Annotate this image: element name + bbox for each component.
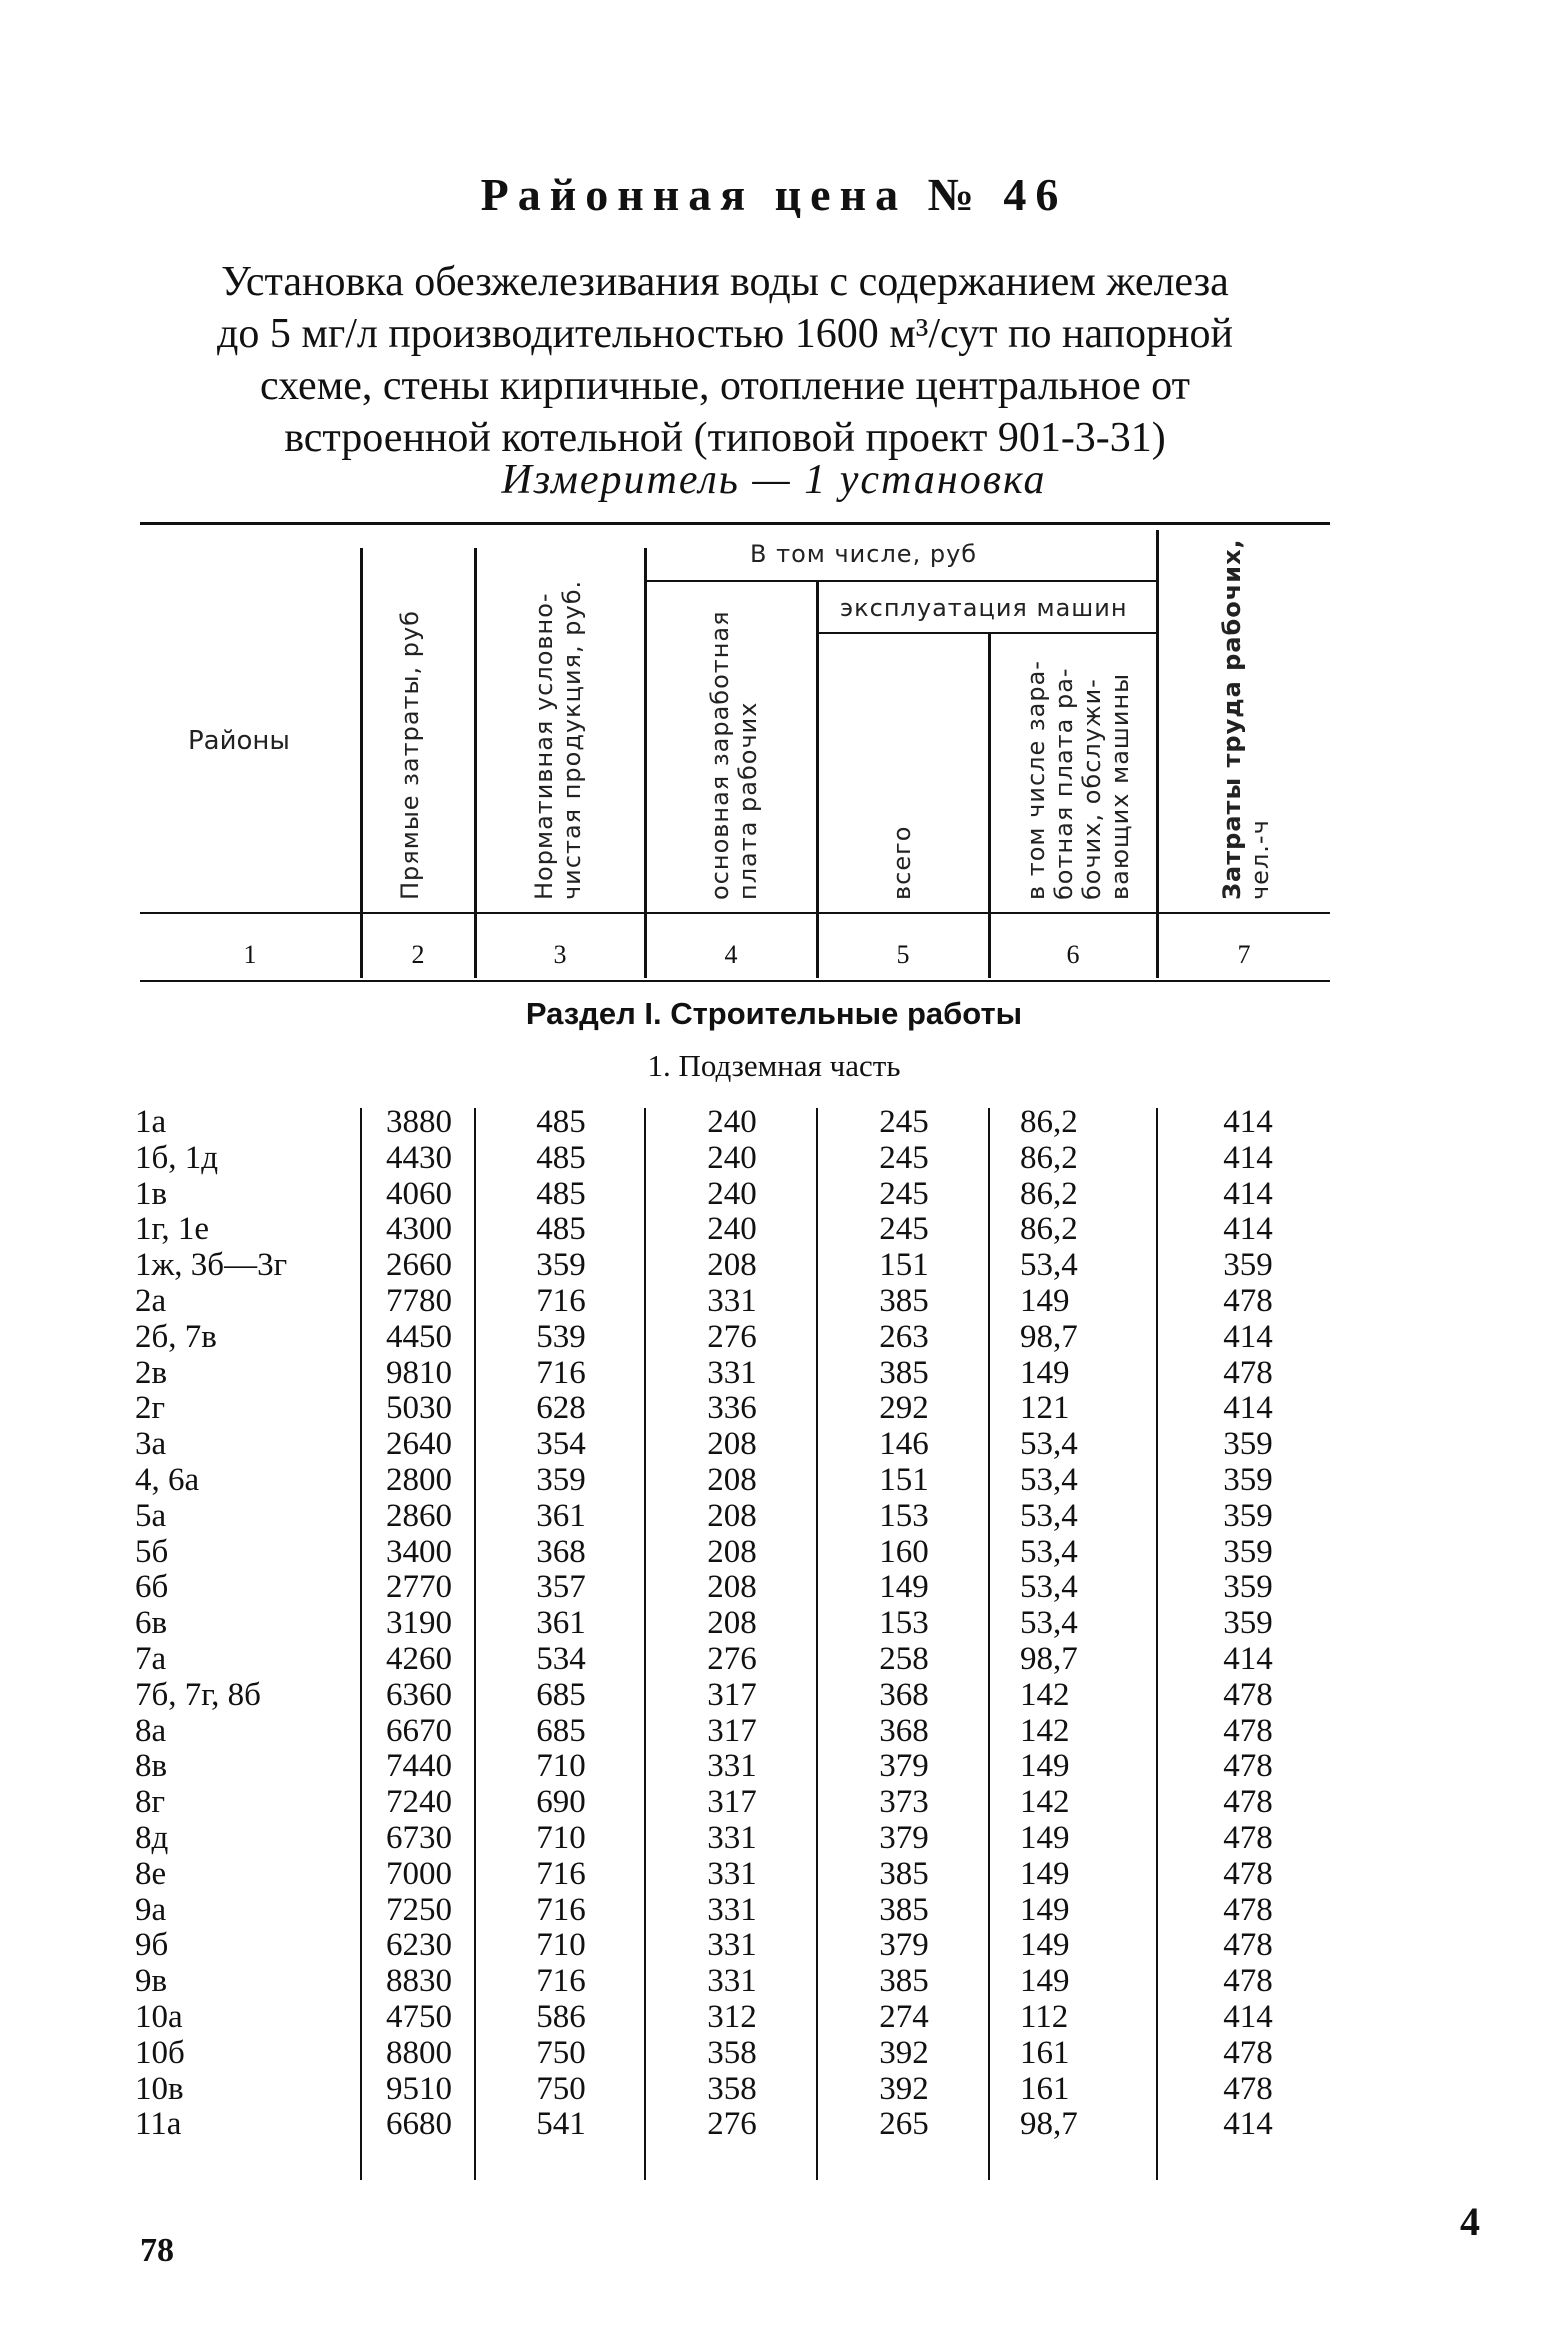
data-table-body (0, 1105, 1548, 2143)
header-net-product: Нормативная условно- чистая продукция, руб. (530, 579, 586, 900)
region-cell: 2б, 7в (135, 1318, 217, 1355)
machines-total-cell: 263 (879, 1318, 929, 1355)
labor-cell: 414 (1223, 2106, 1273, 2143)
net-product-cell: 354 (536, 1426, 586, 1463)
page-title: Районная цена № 46 (480, 169, 1068, 220)
machines-total-cell: 258 (879, 1640, 929, 1677)
net-product-cell: 368 (536, 1533, 586, 1570)
table-row (0, 1320, 1548, 1356)
group-header-rule (646, 580, 1156, 582)
header-machines-total: всего (888, 825, 916, 900)
machines-total-cell: 379 (879, 1927, 929, 1964)
region-cell: 9в (135, 1963, 168, 2000)
table-row (0, 1642, 1548, 1678)
table-row (0, 1391, 1548, 1427)
direct-costs-cell: 9810 (386, 1354, 452, 1391)
machines-total-cell: 146 (879, 1426, 929, 1463)
header-bottom-rule (140, 912, 1330, 914)
machine-wages-cell: 53,4 (1020, 1605, 1078, 1642)
labor-cell: 359 (1223, 1605, 1273, 1642)
table-row (0, 1928, 1548, 1964)
machines-total-cell: 160 (879, 1533, 929, 1570)
labor-cell: 478 (1223, 1676, 1273, 1713)
net-product-cell: 716 (536, 1963, 586, 2000)
base-wages-cell: 208 (707, 1533, 757, 1570)
labor-cell: 478 (1223, 1855, 1273, 1892)
machines-total-cell: 385 (879, 1963, 929, 2000)
column-divider (816, 582, 819, 978)
machines-total-cell: 292 (879, 1390, 929, 1427)
table-row (0, 2036, 1548, 2072)
table-row (0, 1606, 1548, 1642)
base-wages-cell: 331 (707, 1819, 757, 1856)
machine-wages-cell: 112 (1020, 1998, 1069, 2035)
machine-wages-cell: 86,2 (1020, 1175, 1078, 1212)
page-number: 78 (140, 2232, 174, 2269)
base-wages-cell: 276 (707, 2106, 757, 2143)
direct-costs-cell: 7250 (386, 1891, 452, 1928)
column-divider (644, 548, 647, 978)
labor-cell: 359 (1223, 1247, 1273, 1284)
machine-wages-cell: 149 (1020, 1819, 1070, 1856)
base-wages-cell: 331 (707, 1927, 757, 1964)
direct-costs-cell: 7780 (386, 1282, 452, 1319)
machine-wages-cell: 161 (1020, 2070, 1070, 2107)
machines-total-cell: 153 (879, 1497, 929, 1534)
direct-costs-cell: 9510 (386, 2070, 452, 2107)
direct-costs-cell: 6230 (386, 1927, 452, 1964)
base-wages-cell: 358 (707, 2070, 757, 2107)
region-cell: 2в (135, 1354, 168, 1391)
machine-wages-cell: 86,2 (1020, 1211, 1078, 1248)
direct-costs-cell: 6670 (386, 1712, 452, 1749)
table-row (0, 1427, 1548, 1463)
machines-total-cell: 392 (879, 2070, 929, 2107)
table-row (0, 2072, 1548, 2108)
net-product-cell: 710 (536, 1819, 586, 1856)
machine-wages-cell: 53,4 (1020, 1426, 1078, 1463)
table-row (0, 1284, 1548, 1320)
corner-mark: 4 (1460, 2199, 1480, 2244)
net-product-cell: 586 (536, 1998, 586, 2035)
direct-costs-cell: 4060 (386, 1175, 452, 1212)
base-wages-cell: 208 (707, 1569, 757, 1606)
column-numbers (0, 940, 1548, 969)
direct-costs-cell: 7000 (386, 1855, 452, 1892)
column-number: 1 (243, 940, 257, 969)
machine-wages-cell: 161 (1020, 2034, 1070, 2071)
direct-costs-cell: 2640 (386, 1426, 452, 1463)
header-base-wages: основная заработная плата рабочих (706, 610, 762, 900)
labor-cell: 478 (1223, 1784, 1273, 1821)
direct-costs-cell: 8830 (386, 1963, 452, 2000)
machine-wages-cell: 142 (1020, 1676, 1070, 1713)
base-wages-cell: 240 (707, 1175, 757, 1212)
direct-costs-cell: 2660 (386, 1247, 452, 1284)
column-number-divider (474, 928, 476, 968)
table-row (0, 2107, 1548, 2143)
table-row (0, 1893, 1548, 1929)
machines-total-cell: 245 (879, 1175, 929, 1212)
direct-costs-cell: 3880 (386, 1104, 452, 1140)
region-cell: 1ж, 3б—3г (135, 1247, 288, 1284)
column-divider (474, 548, 477, 978)
header-group: В том числе, руб (750, 540, 978, 568)
machines-total-cell: 245 (879, 1139, 929, 1176)
header-direct-costs: Прямые затраты, руб (396, 610, 424, 900)
table-row (0, 1248, 1548, 1284)
base-wages-cell: 240 (707, 1211, 757, 1248)
machines-total-cell: 153 (879, 1605, 929, 1642)
table-row (0, 1570, 1548, 1606)
region-cell: 4, 6а (135, 1461, 200, 1498)
subgroup-header-rule (818, 632, 1156, 634)
machine-wages-cell: 149 (1020, 1963, 1070, 2000)
machines-total-cell: 274 (879, 1998, 929, 2035)
net-product-cell: 485 (536, 1139, 586, 1176)
table-row (0, 1964, 1548, 2000)
machines-total-cell: 149 (879, 1569, 929, 1606)
region-cell: 1г, 1е (135, 1211, 209, 1248)
machine-wages-cell: 98,7 (1020, 1318, 1078, 1355)
region-cell: 9а (135, 1891, 167, 1928)
header-machine-wages: в том числе зара- ботная плата ра- бочих, обслужи- вающих машины (1022, 660, 1134, 900)
machine-wages-cell: 142 (1020, 1784, 1070, 1821)
net-product-cell: 685 (536, 1676, 586, 1713)
column-number-divider (1156, 928, 1158, 968)
direct-costs-cell: 6730 (386, 1819, 452, 1856)
table-top-rule (140, 522, 1330, 525)
machines-total-cell: 245 (879, 1211, 929, 1248)
net-product-cell: 541 (536, 2106, 586, 2143)
column-number-divider (360, 928, 362, 968)
region-cell: 8д (135, 1819, 169, 1856)
base-wages-cell: 358 (707, 2034, 757, 2071)
net-product-cell: 710 (536, 1748, 586, 1785)
region-cell: 8г (135, 1784, 166, 1821)
direct-costs-cell: 2770 (386, 1569, 452, 1606)
region-cell: 3а (135, 1426, 167, 1463)
labor-cell: 414 (1223, 1998, 1273, 2035)
machines-total-cell: 265 (879, 2106, 929, 2143)
region-cell: 1б, 1д (135, 1139, 219, 1176)
base-wages-cell: 331 (707, 1963, 757, 2000)
labor-cell: 414 (1223, 1640, 1273, 1677)
column-divider (988, 634, 991, 978)
labor-cell: 414 (1223, 1104, 1273, 1140)
net-product-cell: 716 (536, 1282, 586, 1319)
direct-costs-cell: 4430 (386, 1139, 452, 1176)
region-cell: 11а (135, 2106, 182, 2143)
base-wages-cell: 208 (707, 1461, 757, 1498)
labor-cell: 478 (1223, 1748, 1273, 1785)
region-cell: 7а (135, 1640, 167, 1677)
machine-wages-cell: 86,2 (1020, 1139, 1078, 1176)
machines-total-cell: 385 (879, 1282, 929, 1319)
machine-wages-cell: 149 (1020, 1891, 1070, 1928)
direct-costs-cell: 3190 (386, 1605, 452, 1642)
net-product-cell: 710 (536, 1927, 586, 1964)
column-number: 5 (896, 940, 910, 969)
machine-wages-cell: 53,4 (1020, 1497, 1078, 1534)
labor-cell: 478 (1223, 1354, 1273, 1391)
region-cell: 8е (135, 1855, 167, 1892)
table-row (0, 1749, 1548, 1785)
labor-cell: 359 (1223, 1497, 1273, 1534)
region-cell: 10а (135, 1998, 183, 2035)
direct-costs-cell: 3400 (386, 1533, 452, 1570)
header-regions: Районы (188, 726, 290, 756)
direct-costs-cell: 4450 (386, 1318, 452, 1355)
machine-wages-cell: 86,2 (1020, 1104, 1078, 1140)
machine-wages-cell: 149 (1020, 1855, 1070, 1892)
machine-wages-cell: 121 (1020, 1390, 1070, 1427)
machine-wages-cell: 142 (1020, 1712, 1070, 1749)
column-number: 2 (411, 940, 425, 969)
net-product-cell: 750 (536, 2034, 586, 2071)
table-row (0, 1141, 1548, 1177)
table-row (0, 1714, 1548, 1750)
measure-unit: Измеритель — 1 установка (501, 457, 1047, 503)
base-wages-cell: 331 (707, 1748, 757, 1785)
direct-costs-cell: 4300 (386, 1211, 452, 1248)
direct-costs-cell: 6680 (386, 2106, 452, 2143)
table-row (0, 1212, 1548, 1248)
region-cell: 8а (135, 1712, 167, 1749)
machine-wages-cell: 149 (1020, 1282, 1070, 1319)
table-row (0, 1463, 1548, 1499)
column-number-divider (816, 928, 818, 968)
direct-costs-cell: 6360 (386, 1676, 452, 1713)
machine-wages-cell: 53,4 (1020, 1247, 1078, 1284)
net-product-cell: 361 (536, 1605, 586, 1642)
machine-wages-cell: 98,7 (1020, 1640, 1078, 1677)
labor-cell: 478 (1223, 1819, 1273, 1856)
net-product-cell: 539 (536, 1318, 586, 1355)
column-number-divider (988, 928, 990, 968)
table-row (0, 2000, 1548, 2036)
machines-total-cell: 368 (879, 1712, 929, 1749)
machine-wages-cell: 149 (1020, 1354, 1070, 1391)
base-wages-cell: 317 (707, 1712, 757, 1749)
machine-wages-cell: 149 (1020, 1927, 1070, 1964)
base-wages-cell: 331 (707, 1855, 757, 1892)
base-wages-cell: 276 (707, 1640, 757, 1677)
region-cell: 9б (135, 1927, 169, 1964)
base-wages-cell: 317 (707, 1784, 757, 1821)
region-cell: 10б (135, 2034, 185, 2071)
header-labor: Затраты труда рабочих, чел.-ч (1218, 538, 1274, 900)
base-wages-cell: 208 (707, 1426, 757, 1463)
column-divider (1156, 530, 1159, 978)
net-product-cell: 628 (536, 1390, 586, 1427)
header-subgroup: эксплуатация машин (840, 594, 1128, 622)
net-product-cell: 750 (536, 2070, 586, 2107)
net-product-cell: 359 (536, 1247, 586, 1284)
net-product-cell: 359 (536, 1461, 586, 1498)
region-cell: 2а (135, 1282, 167, 1319)
table-row (0, 1857, 1548, 1893)
labor-cell: 414 (1223, 1175, 1273, 1212)
base-wages-cell: 208 (707, 1247, 757, 1284)
net-product-cell: 485 (536, 1175, 586, 1212)
direct-costs-cell: 4260 (386, 1640, 452, 1677)
machines-total-cell: 385 (879, 1354, 929, 1391)
direct-costs-cell: 7440 (386, 1748, 452, 1785)
region-cell: 10в (135, 2070, 184, 2107)
machines-total-cell: 385 (879, 1891, 929, 1928)
machines-total-cell: 392 (879, 2034, 929, 2071)
machines-total-cell: 379 (879, 1748, 929, 1785)
table-row (0, 1535, 1548, 1571)
net-product-cell: 534 (536, 1640, 586, 1677)
labor-cell: 414 (1223, 1390, 1273, 1427)
net-product-cell: 357 (536, 1569, 586, 1606)
column-number: 4 (724, 940, 738, 969)
column-number-divider (644, 928, 646, 968)
direct-costs-cell: 2860 (386, 1497, 452, 1534)
base-wages-cell: 317 (707, 1676, 757, 1713)
subtitle-line: Установка обезжелезивания воды с содержанием железа (221, 259, 1229, 305)
base-wages-cell: 240 (707, 1104, 757, 1140)
base-wages-cell: 331 (707, 1282, 757, 1319)
machines-total-cell: 151 (879, 1461, 929, 1498)
labor-cell: 478 (1223, 2034, 1273, 2071)
net-product-cell: 685 (536, 1712, 586, 1749)
labor-cell: 478 (1223, 1963, 1273, 2000)
labor-cell: 478 (1223, 1712, 1273, 1749)
machine-wages-cell: 98,7 (1020, 2106, 1078, 2143)
direct-costs-cell: 4750 (386, 1998, 452, 2035)
region-cell: 7б, 7г, 8б (135, 1676, 261, 1713)
base-wages-cell: 331 (707, 1354, 757, 1391)
table-row (0, 1499, 1548, 1535)
labor-cell: 478 (1223, 1282, 1273, 1319)
base-wages-cell: 336 (707, 1390, 757, 1427)
labor-cell: 359 (1223, 1461, 1273, 1498)
labor-cell: 478 (1223, 2070, 1273, 2107)
base-wages-cell: 208 (707, 1605, 757, 1642)
net-product-cell: 361 (536, 1497, 586, 1534)
numbers-bottom-rule (140, 980, 1330, 982)
net-product-cell: 690 (536, 1784, 586, 1821)
table-row (0, 1678, 1548, 1714)
machines-total-cell: 385 (879, 1855, 929, 1892)
table-row (0, 1177, 1548, 1213)
labor-cell: 359 (1223, 1569, 1273, 1606)
labor-cell: 359 (1223, 1533, 1273, 1570)
base-wages-cell: 276 (707, 1318, 757, 1355)
machines-total-cell: 245 (879, 1104, 929, 1140)
table-row (0, 1821, 1548, 1857)
machines-total-cell: 151 (879, 1247, 929, 1284)
net-product-cell: 716 (536, 1354, 586, 1391)
region-cell: 6б (135, 1569, 169, 1606)
machines-total-cell: 379 (879, 1819, 929, 1856)
region-cell: 6в (135, 1605, 168, 1642)
direct-costs-cell: 8800 (386, 2034, 452, 2071)
net-product-cell: 485 (536, 1211, 586, 1248)
base-wages-cell: 208 (707, 1497, 757, 1534)
region-cell: 1в (135, 1175, 168, 1212)
direct-costs-cell: 7240 (386, 1784, 452, 1821)
labor-cell: 478 (1223, 1891, 1273, 1928)
net-product-cell: 485 (536, 1104, 586, 1140)
region-cell: 5б (135, 1533, 169, 1570)
labor-cell: 414 (1223, 1211, 1273, 1248)
column-number: 7 (1237, 940, 1251, 969)
base-wages-cell: 331 (707, 1891, 757, 1928)
machines-total-cell: 373 (879, 1784, 929, 1821)
table-row (0, 1785, 1548, 1821)
subtitle (135, 256, 1315, 464)
column-divider (360, 548, 363, 978)
subsection-title: 1. Подземная часть (647, 1048, 901, 1083)
region-cell: 1а (135, 1104, 167, 1140)
machine-wages-cell: 53,4 (1020, 1569, 1078, 1606)
region-cell: 2г (135, 1390, 166, 1427)
machine-wages-cell: 53,4 (1020, 1533, 1078, 1570)
net-product-cell: 716 (536, 1891, 586, 1928)
labor-cell: 478 (1223, 1927, 1273, 1964)
labor-cell: 414 (1223, 1318, 1273, 1355)
net-product-cell: 716 (536, 1855, 586, 1892)
machine-wages-cell: 53,4 (1020, 1461, 1078, 1498)
base-wages-cell: 240 (707, 1139, 757, 1176)
column-number: 6 (1066, 940, 1080, 969)
labor-cell: 359 (1223, 1426, 1273, 1463)
subtitle-line: встроенной котельной (типовой проект 901-3-31) (284, 415, 1166, 461)
region-cell: 8в (135, 1748, 168, 1785)
table-row (0, 1105, 1548, 1141)
section-title: Раздел I. Строительные работы (525, 996, 1023, 1031)
subtitle-line: до 5 мг/л производительностью 1600 м³/сут по напорной (217, 311, 1233, 357)
machines-total-cell: 368 (879, 1676, 929, 1713)
region-cell: 5а (135, 1497, 167, 1534)
direct-costs-cell: 5030 (386, 1390, 452, 1427)
direct-costs-cell: 2800 (386, 1461, 452, 1498)
subtitle-line: схеме, стены кирпичные, отопление центральное от (260, 363, 1190, 409)
table-row (0, 1356, 1548, 1392)
column-number: 3 (553, 940, 567, 969)
base-wages-cell: 312 (707, 1998, 757, 2035)
machine-wages-cell: 149 (1020, 1748, 1070, 1785)
labor-cell: 414 (1223, 1139, 1273, 1176)
